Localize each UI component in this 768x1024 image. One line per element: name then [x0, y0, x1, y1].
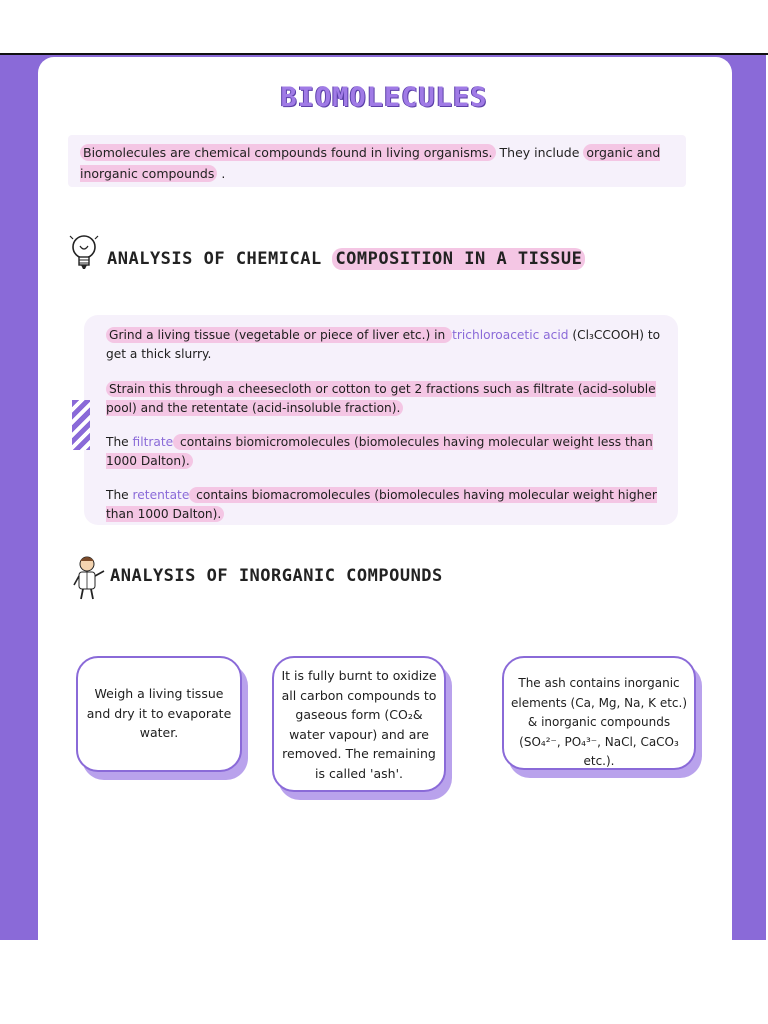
- step-strain: [106, 380, 666, 418]
- intro-highlight-2: organic and inorganic compounds: [80, 145, 661, 181]
- bottom-area: [0, 940, 768, 1024]
- intro-plain: They include: [495, 145, 584, 160]
- step-retentate-prefix: The: [106, 488, 133, 502]
- step-box-weigh-text: Weigh a living tissue and dry it to evaporate water.: [86, 686, 232, 740]
- step-box-weigh: [76, 656, 242, 772]
- step-filtrate: [106, 433, 666, 471]
- section-heading-chemical-composition: [107, 249, 585, 269]
- intro-text: [80, 142, 680, 184]
- scientist-icon: [70, 555, 106, 601]
- step-box-ash-text: The ash contains inorganic elements (Ca, Mg, Na, K etc.) & inorganic compounds (SO₄²⁻, PO₄³⁻, NaCl, CaCO₃ etc.).: [510, 676, 687, 768]
- filtrate-term: filtrate: [132, 435, 174, 449]
- intro-highlight-1: Biomolecules are chemical compounds found in living organisms.: [80, 144, 496, 161]
- step-retentate: [106, 486, 666, 524]
- step-box-burn: [272, 656, 446, 792]
- step-filtrate-text: contains biomicromolecules (biomolecules having molecular weight less than 1000 Dalton).: [106, 435, 653, 468]
- section-heading-part2: COMPOSITION IN A TISSUE: [332, 248, 585, 270]
- step-box-ash: [502, 656, 696, 770]
- step-box-burn-text: It is fully burnt to oxidize all carbon compounds to gaseous form (CO₂& water vapour) and are removed. The remaining is called 'ash'.: [281, 668, 437, 781]
- step-retentate-text: contains biomacromolecules (biomolecules having molecular weight higher than 1000 Dalton).: [106, 488, 657, 521]
- step-filtrate-prefix: The: [106, 435, 133, 449]
- section-heading-part1: ANALYSIS OF CHEMICAL: [107, 249, 333, 269]
- stripe-decoration: [72, 400, 90, 450]
- top-bar: [0, 0, 768, 55]
- step-grind-text: Grind a living tissue (vegetable or piece of liver etc.) in: [106, 327, 452, 343]
- step-strain-text: Strain this through a cheesecloth or cotton to get 2 fractions such as filtrate (acid-soluble pool) and the retentate (acid-insoluble fraction).: [106, 382, 656, 415]
- step-grind-text-2: (Cl₃CCOOH) to get a thick slurry.: [106, 328, 661, 361]
- retentate-term: retentate: [132, 488, 190, 502]
- step-grind: [106, 326, 666, 364]
- lightbulb-icon: [68, 232, 100, 272]
- page-title: BIOMOLECULES: [280, 82, 488, 113]
- section-heading-inorganic: ANALYSIS OF INORGANIC COMPOUNDS: [110, 566, 443, 586]
- intro-end: .: [217, 166, 226, 181]
- trichloroacetic-acid-term: trichloroacetic acid: [452, 328, 569, 342]
